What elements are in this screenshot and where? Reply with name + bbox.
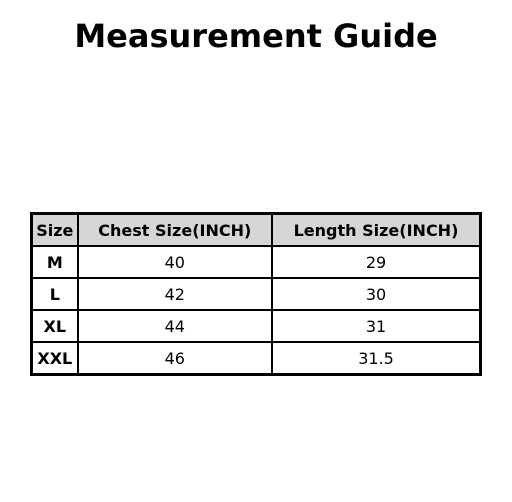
page-title: Measurement Guide xyxy=(74,17,438,55)
table-header-row xyxy=(32,214,481,247)
table-row xyxy=(32,310,481,342)
length-cell: 29 xyxy=(272,246,480,278)
length-cell: 30 xyxy=(272,278,480,310)
length-cell: 31.5 xyxy=(272,342,480,375)
header-length-size: Length Size(INCH) xyxy=(272,214,480,247)
chest-cell: 40 xyxy=(78,246,272,278)
table-row xyxy=(32,342,481,375)
size-cell: XXL xyxy=(32,342,78,375)
header-size: Size xyxy=(32,214,78,247)
table-row xyxy=(32,246,481,278)
chest-cell: 42 xyxy=(78,278,272,310)
size-chart-table xyxy=(30,212,482,376)
size-cell: M xyxy=(32,246,78,278)
table-row xyxy=(32,278,481,310)
header-chest-size: Chest Size(INCH) xyxy=(78,214,272,247)
chest-cell: 46 xyxy=(78,342,272,375)
size-cell: L xyxy=(32,278,78,310)
size-cell: XL xyxy=(32,310,78,342)
length-cell: 31 xyxy=(272,310,480,342)
chest-cell: 44 xyxy=(78,310,272,342)
